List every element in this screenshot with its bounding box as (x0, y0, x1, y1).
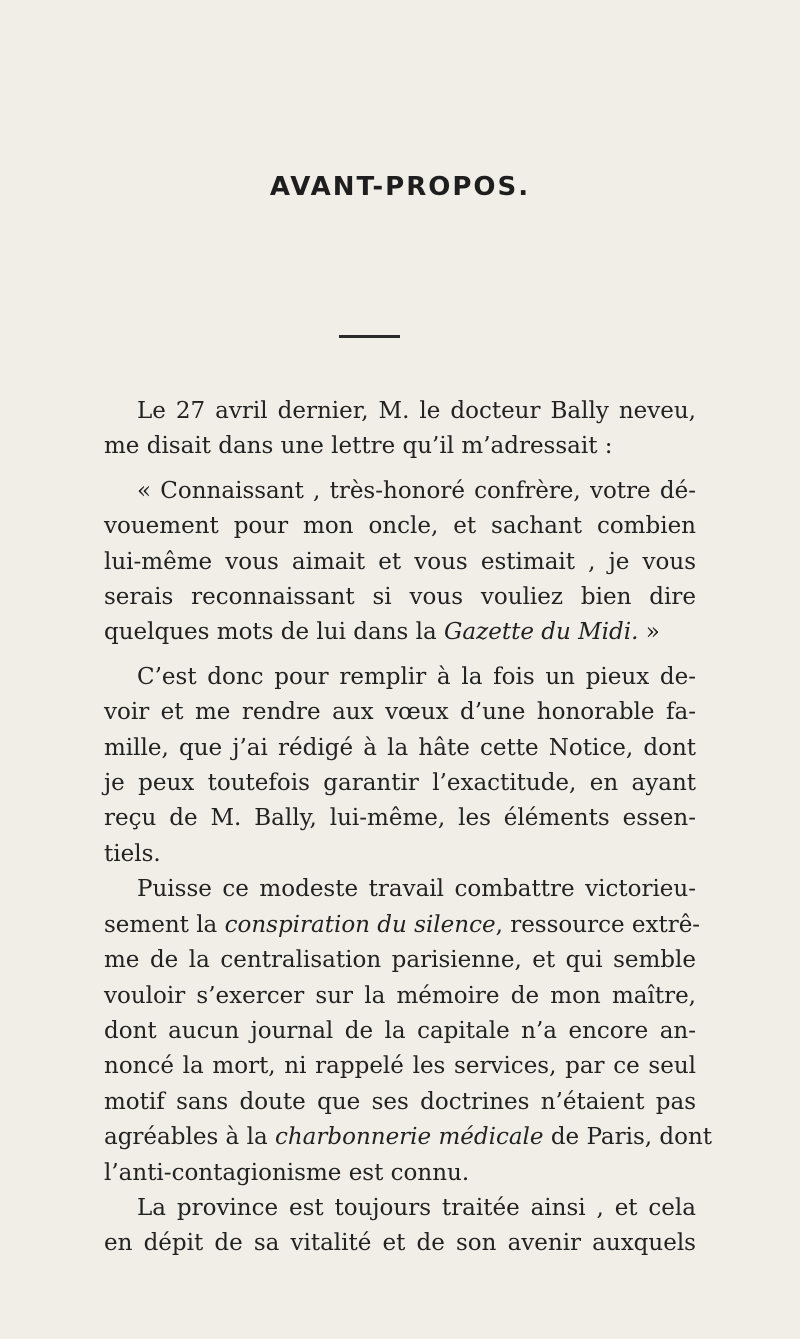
text-line (104, 1120, 713, 1155)
text-run: sement la (104, 911, 225, 938)
text-line: reçu de M. Bally, lui-même, les éléments essen- (104, 805, 696, 832)
text-line: vouloir s’exercer sur la mémoire de mon maître, (104, 982, 696, 1009)
text-line: lui-même vous aimait et vous estimait , je vous (104, 548, 696, 575)
text-line: me de la centralisation parisienne, et qui semble (104, 947, 696, 974)
text-run: » (638, 619, 660, 646)
italic-phrase: conspiration du silence (224, 911, 496, 938)
title-divider (339, 335, 400, 338)
text-run: agréables à la (104, 1124, 275, 1151)
text-line: « Connaissant , très-honoré confrère, votre dé- (137, 477, 696, 504)
text-run: quelques mots de lui dans la (104, 619, 445, 646)
text-line: Puisse ce modeste travail combattre victorieu- (137, 876, 696, 903)
text-line: vouement pour mon oncle, et sachant combien (104, 513, 696, 540)
paragraph-3 (104, 660, 696, 872)
text-line: l’anti-contagionisme est connu. (104, 1159, 470, 1186)
paragraph-5 (104, 1191, 696, 1262)
body-text (104, 394, 713, 1262)
text-line (104, 615, 696, 650)
journal-title: Gazette du Midi. (444, 619, 639, 646)
italic-phrase: charbonnerie médicale (274, 1124, 544, 1151)
page-title: AVANT-PROPOS. (269, 172, 531, 202)
paragraph-1 (104, 394, 696, 465)
text-line: C’est donc pour remplir à la fois un pieux de- (137, 663, 696, 690)
text-line: voir et me rendre aux vœux d’une honorable fa- (104, 699, 696, 726)
text-run: , ressource extrê- (495, 911, 701, 938)
text-line: tiels. (104, 840, 161, 867)
paragraph-4 (104, 872, 713, 1191)
text-line: La province est toujours traitée ainsi , et cela (137, 1194, 696, 1221)
text-line: motif sans doute que ses doctrines n’étaient pas (104, 1088, 696, 1115)
text-run: de Paris, dont (543, 1124, 713, 1151)
paragraph-2 (104, 474, 696, 651)
text-line: mille, que j’ai rédigé à la hâte cette Notice, dont (104, 734, 696, 761)
text-line: me disait dans une lettre qu’il m’adressait : (104, 433, 613, 460)
text-line: dont aucun journal de la capitale n’a encore an- (104, 1017, 696, 1044)
text-line: je peux toutefois garantir l’exactitude, en ayant (104, 770, 696, 797)
text-line: Le 27 avril dernier, M. le docteur Bally neveu, (137, 398, 696, 424)
text-line: noncé la mort, ni rappelé les services, par ce seul (104, 1053, 696, 1080)
text-line: serais reconnaissant si vous vouliez bien dire (104, 584, 696, 611)
text-line (104, 908, 701, 943)
text-line: en dépit de sa vitalité et de son avenir auxquels (104, 1230, 696, 1257)
